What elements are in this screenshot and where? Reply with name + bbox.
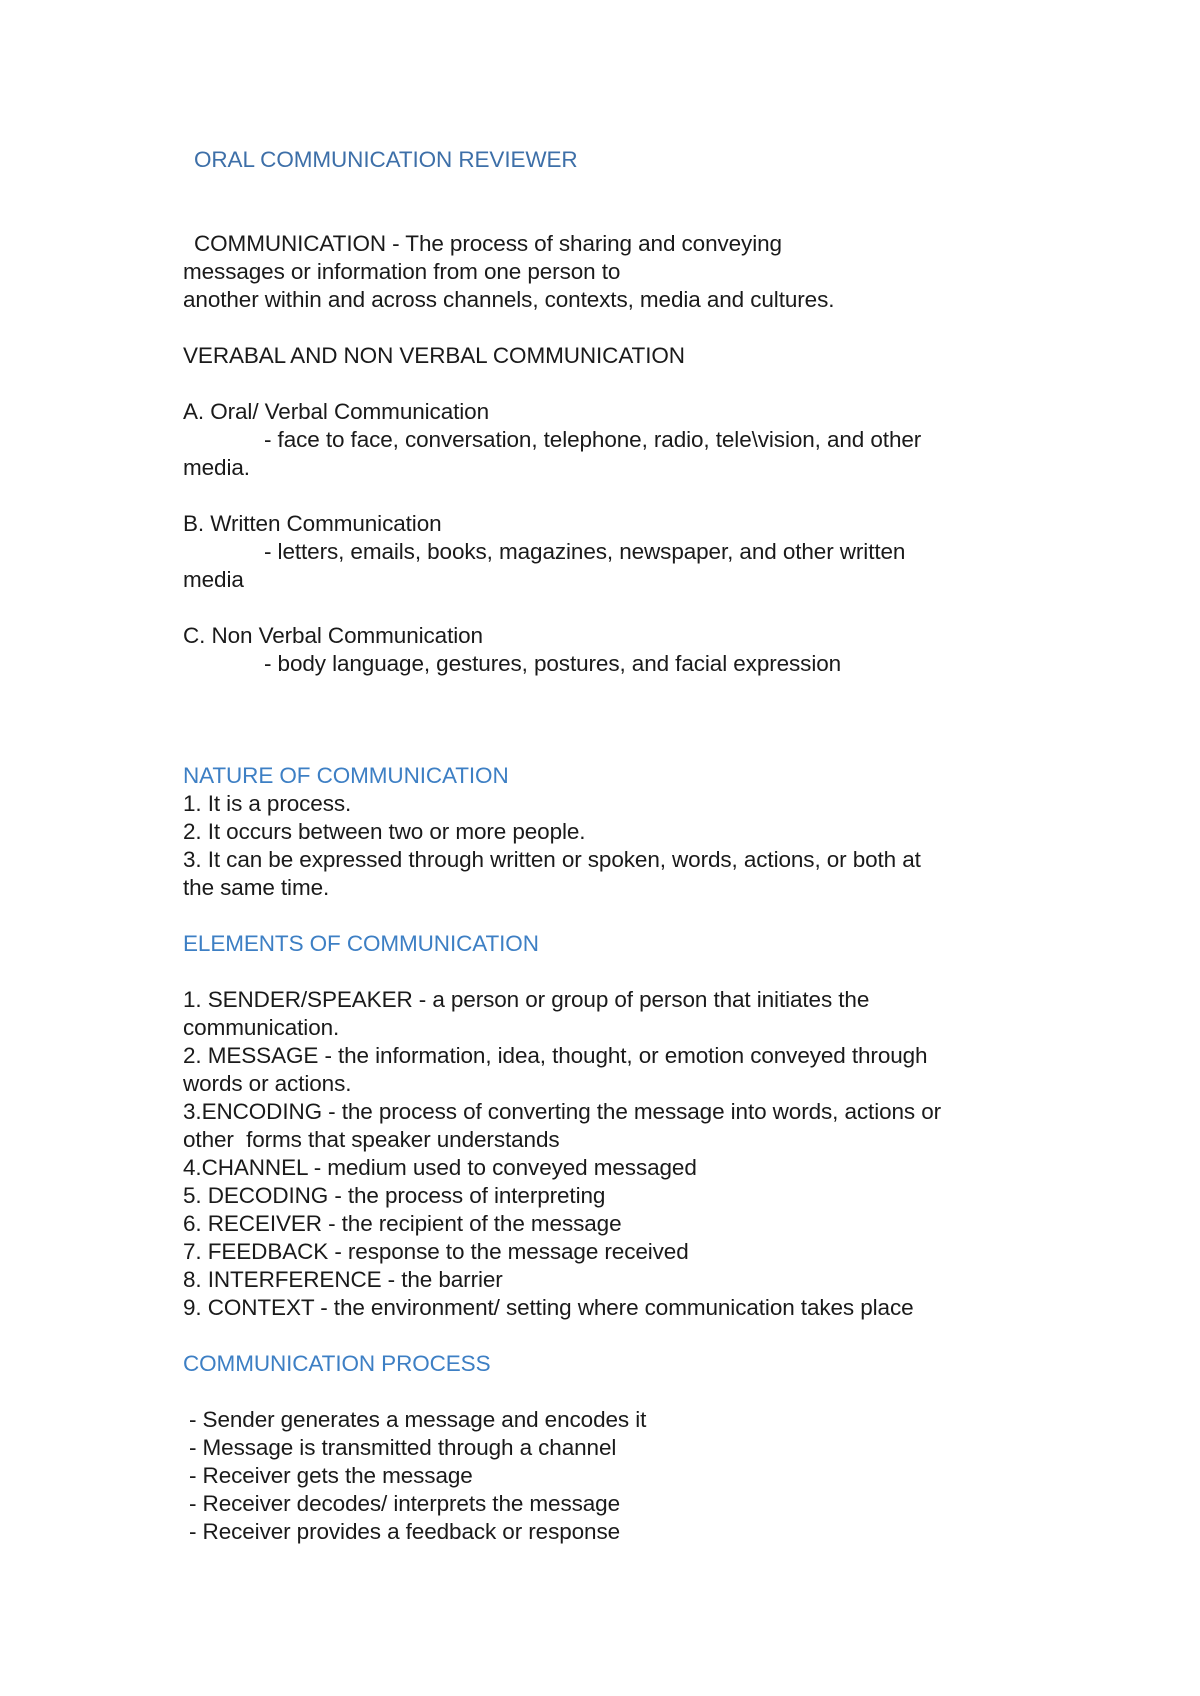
definition-line-3: another within and across channels, contexts, media and cultures.	[183, 287, 835, 312]
nature-line-4: the same time.	[183, 875, 330, 900]
verbal-item-a-detail-cont: media.	[183, 455, 250, 480]
definition-line-1: COMMUNICATION - The process of sharing and conveying	[194, 231, 782, 256]
nature-line-2: 2. It occurs between two or more people.	[183, 819, 586, 844]
verbal-item-a-detail: - face to face, conversation, telephone, radio, tele\vision, and other	[264, 427, 922, 452]
verbal-item-c-detail: - body language, gestures, postures, and facial expression	[264, 651, 842, 676]
elements-section-heading: ELEMENTS OF COMMUNICATION	[183, 931, 539, 956]
elements-line-8: 5. DECODING - the process of interpreting	[183, 1183, 606, 1208]
process-line-3: - Receiver gets the message	[189, 1463, 473, 1488]
verbal-item-b-detail: - letters, emails, books, magazines, newspaper, and other written	[264, 539, 906, 564]
verbal-item-b-label: B. Written Communication	[183, 511, 442, 536]
page-title: ORAL COMMUNICATION REVIEWER	[194, 147, 578, 172]
elements-line-7: 4.CHANNEL - medium used to conveyed messaged	[183, 1155, 697, 1180]
elements-line-1: 1. SENDER/SPEAKER - a person or group of person that initiates the	[183, 987, 870, 1012]
definition-line-2: messages or information from one person to	[183, 259, 621, 284]
process-line-4: - Receiver decodes/ interprets the message	[189, 1491, 621, 1516]
nature-section-heading: NATURE OF COMMUNICATION	[183, 763, 509, 788]
process-line-5: - Receiver provides a feedback or response	[189, 1519, 621, 1544]
elements-line-3: 2. MESSAGE - the information, idea, thought, or emotion conveyed through	[183, 1043, 928, 1068]
process-line-1: - Sender generates a message and encodes it	[189, 1407, 647, 1432]
elements-line-2: communication.	[183, 1015, 340, 1040]
verbal-section-heading: VERABAL AND NON VERBAL COMMUNICATION	[183, 343, 685, 368]
elements-line-9: 6. RECEIVER - the recipient of the message	[183, 1211, 622, 1236]
nature-line-1: 1. It is a process.	[183, 791, 352, 816]
elements-line-6: other forms that speaker understands	[183, 1127, 560, 1152]
elements-line-4: words or actions.	[183, 1071, 352, 1096]
elements-line-10: 7. FEEDBACK - response to the message received	[183, 1239, 689, 1264]
verbal-item-c-label: C. Non Verbal Communication	[183, 623, 483, 648]
elements-line-5: 3.ENCODING - the process of converting the message into words, actions or	[183, 1099, 942, 1124]
elements-line-12: 9. CONTEXT - the environment/ setting where communication takes place	[183, 1295, 914, 1320]
verbal-item-a-label: A. Oral/ Verbal Communication	[183, 399, 489, 424]
elements-line-11: 8. INTERFERENCE - the barrier	[183, 1267, 503, 1292]
nature-line-3: 3. It can be expressed through written or spoken, words, actions, or both at	[183, 847, 921, 872]
process-line-2: - Message is transmitted through a channel	[189, 1435, 617, 1460]
verbal-item-b-detail-cont: media	[183, 567, 244, 592]
process-section-heading: COMMUNICATION PROCESS	[183, 1351, 491, 1376]
